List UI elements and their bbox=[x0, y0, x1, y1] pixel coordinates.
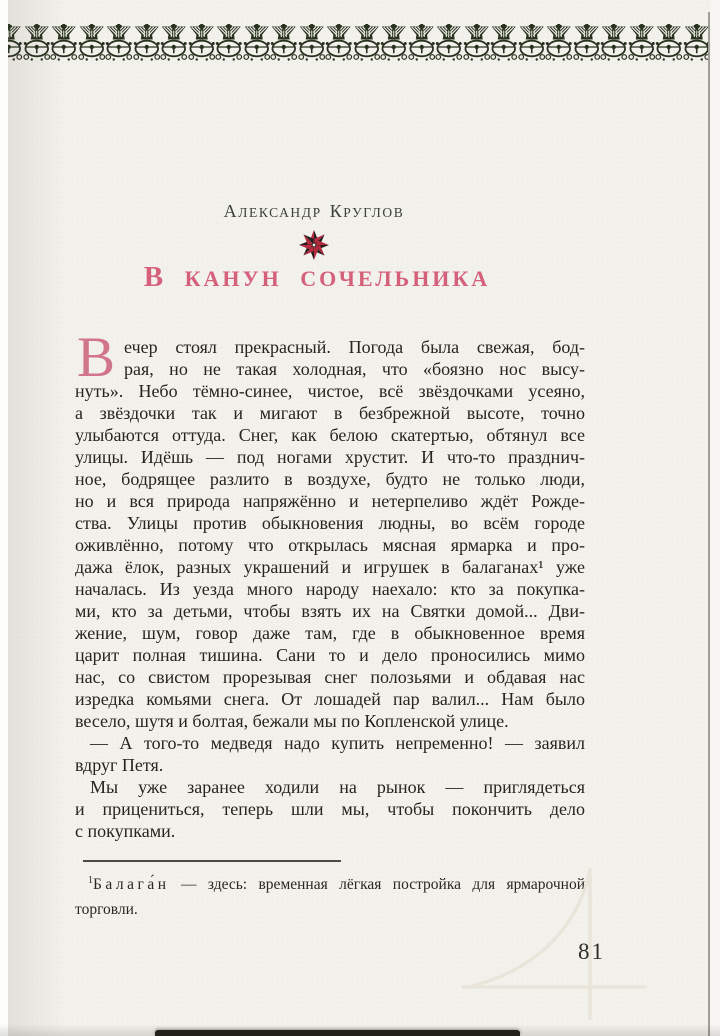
text-line: дажа ёлок, разных украшений и игрушек в балаганах¹ уже bbox=[75, 557, 585, 577]
bell-icon bbox=[573, 24, 601, 62]
footnote-line: торговли. bbox=[75, 901, 138, 918]
text-line: — А того-то медведя надо купить непременно! — заявил bbox=[90, 733, 585, 753]
bell-icon bbox=[463, 24, 491, 62]
bell-icon bbox=[683, 24, 711, 62]
scan-right-edge bbox=[711, 0, 720, 1036]
text-line: жение, шум, говор даже там, где в обыкновенное время bbox=[75, 623, 585, 643]
text-line: ми, кто за детьми, чтобы взять их на Святки домой... Дви- bbox=[75, 601, 585, 621]
text-line: вдруг Петя. bbox=[75, 755, 164, 775]
book-cover-edge bbox=[155, 1030, 520, 1036]
text-line: а звёздочки так и мигают в безбрежной высоте, точно bbox=[75, 403, 585, 423]
bell-icon bbox=[298, 24, 326, 62]
text-line: улицы. Идёшь — под ногами хрустит. И что-то празднич- bbox=[75, 447, 585, 467]
bell-icon bbox=[518, 24, 546, 62]
text-line: рая, но не такая холодная, что «боязно нос высу- bbox=[124, 359, 585, 379]
author-name bbox=[59, 201, 569, 222]
text-line: ное, бодрящее разлито в воздухе, будто не только люди, bbox=[75, 469, 585, 489]
text-line: с покупками. bbox=[75, 821, 176, 841]
footnote-line bbox=[75, 872, 585, 897]
text-line: началась. Из уезда много народу наехало: кто за покупка- bbox=[75, 579, 585, 599]
text-line: весело, шутя и болтая, бежали мы по Копленской улице. bbox=[75, 711, 509, 731]
bell-icon bbox=[408, 24, 436, 62]
text-line: но и вся природа напряжённо и нетерпеливо ждёт Рожде- bbox=[75, 491, 585, 511]
drop-cap-letter: В bbox=[77, 326, 116, 389]
page-right-edge-line bbox=[708, 12, 710, 1036]
bell-icon bbox=[490, 24, 518, 62]
star-ornament-icon bbox=[298, 229, 330, 261]
text-line: оживлённо, потому что открылась мясная ярмарка и про- bbox=[75, 535, 585, 555]
bell-icon bbox=[353, 24, 381, 62]
page-number: 81 bbox=[578, 939, 605, 964]
text-line: ечер стоял прекрасный. Погода была свежая, бод- bbox=[124, 337, 585, 357]
bell-icon bbox=[270, 24, 298, 62]
bell-icon bbox=[105, 24, 133, 62]
text-line: Мы уже заранее ходили на рынок — приглядеться bbox=[90, 777, 585, 797]
text-line: нуть». Небо тёмно-синее, чистое, всё звёздочками усеяно, bbox=[75, 381, 585, 401]
story-title: В КАНУН СОЧЕЛЬНИКА bbox=[143, 261, 491, 293]
story-text bbox=[75, 326, 585, 842]
text-line: царит полная тишина. Сани то и дело проносились мимо bbox=[75, 645, 585, 665]
text-line: ства. Улицы против обыкновения людны, во всём городе bbox=[75, 513, 585, 533]
bell-icon bbox=[78, 24, 106, 62]
scan-left-edge bbox=[0, 0, 8, 1036]
author-last-name: КРУГЛОВ bbox=[329, 201, 405, 221]
bell-icon bbox=[243, 24, 271, 62]
bell-icon bbox=[160, 24, 188, 62]
gutter-shading bbox=[8, 0, 66, 1036]
footnote-divider bbox=[83, 860, 341, 862]
bell-icon bbox=[215, 24, 243, 62]
footnote-term: Балага́н bbox=[93, 876, 170, 893]
text-line: изредка комьями снега. От лошадей пар валил... Нам было bbox=[75, 689, 585, 709]
bell-icon bbox=[600, 24, 628, 62]
bell-icon bbox=[380, 24, 408, 62]
text-line: нас, со свистом прорезывая снег полозьями и обдавая нас bbox=[75, 667, 585, 687]
bell-icon bbox=[188, 24, 216, 62]
bell-icon bbox=[133, 24, 161, 62]
text-line: и прицениться, теперь шли мы, чтобы покончить дело bbox=[75, 799, 585, 819]
text-line: улыбаются оттуда. Снег, как белою скатертью, обтянул все bbox=[75, 425, 585, 445]
footnote bbox=[75, 872, 585, 922]
bell-icon bbox=[545, 24, 573, 62]
bell-icon bbox=[628, 24, 656, 62]
bell-icon bbox=[325, 24, 353, 62]
bell-icon bbox=[655, 24, 683, 62]
footnote-definition: — здесь: временная лёгкая постройка для ярмарочной bbox=[180, 876, 586, 893]
author-first-name: АЛЕКСАНДР bbox=[223, 201, 322, 221]
footnote-marker: 1 bbox=[88, 874, 93, 886]
bells-border-ornament bbox=[0, 24, 711, 62]
bell-icon bbox=[435, 24, 463, 62]
star-ornament-wrap bbox=[59, 229, 569, 261]
